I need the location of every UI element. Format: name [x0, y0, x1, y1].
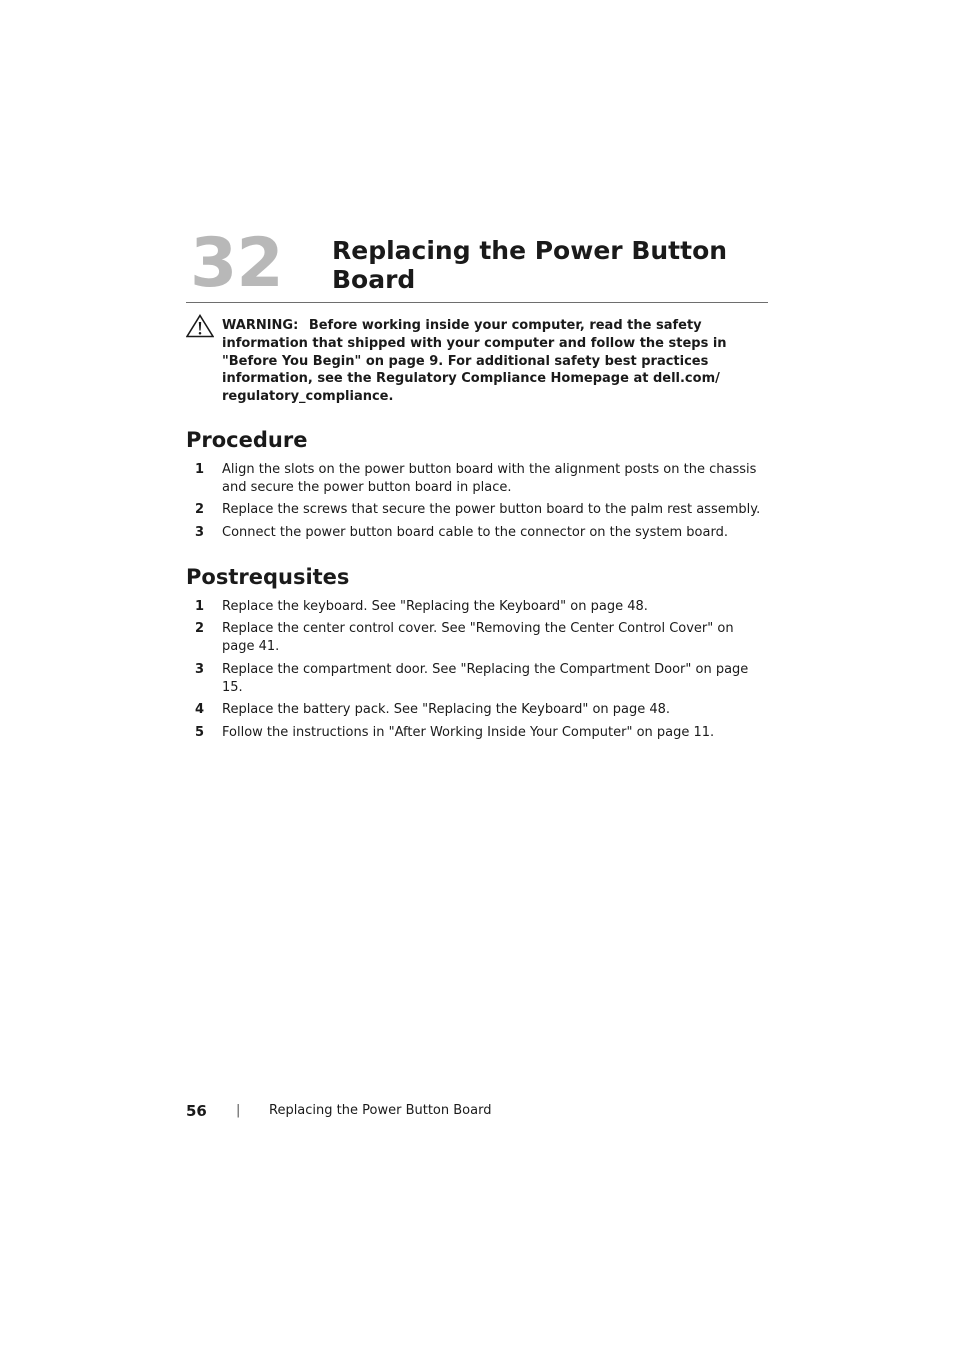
warning-label: WARNING: [222, 318, 299, 333]
list-item [186, 701, 766, 719]
step-text: Replace the battery pack. See "Replacing the Keyboard" on page 48. [222, 702, 671, 718]
chapter-title: Replacing the Power Button Board [332, 236, 728, 294]
step-number: 2 [195, 502, 205, 518]
step-text: Replace the compartment door. See "Replacing the Compartment Door" on page 15. [222, 661, 749, 695]
procedure-heading: Procedure [186, 428, 308, 452]
warning-text [222, 317, 766, 406]
footer-separator: | [236, 1103, 241, 1118]
list-item [186, 524, 766, 542]
step-text: Replace the screws that secure the power button board to the palm rest assembly. [222, 502, 761, 518]
step-text: Connect the power button board cable to the connector on the system board. [222, 524, 728, 540]
step-number: 2 [195, 621, 205, 637]
warning-triangle-icon [186, 314, 214, 338]
list-item [186, 501, 766, 519]
footer-chapter-title: Replacing the Power Button Board [269, 1103, 492, 1118]
step-text: Follow the instructions in "After Working Inside Your Computer" on page 11. [222, 724, 715, 740]
list-item [186, 661, 766, 697]
step-text: Replace the keyboard. See "Replacing the Keyboard" on page 48. [222, 599, 648, 614]
chapter-number: 32 [190, 224, 283, 303]
step-number: 3 [195, 524, 205, 540]
step-text: Align the slots on the power button board with the alignment posts on the chassis and secure the power button board in place. [222, 462, 757, 495]
list-item [186, 461, 766, 497]
chapter-header [186, 224, 768, 303]
list-item [186, 724, 766, 742]
step-number: 4 [195, 702, 205, 718]
postrequisites-steps [186, 598, 766, 746]
postrequisites-heading: Postrequsites [186, 565, 350, 589]
step-number: 1 [195, 462, 205, 477]
step-number: 3 [195, 661, 205, 677]
procedure-steps [186, 461, 766, 546]
warning-message: Before working inside your computer, read the safety information that shipped with your computer and follow the steps in "Before You Begin" on page 9. For additional safety best practices information, see the Regulatory Compliance Homepage at dell.com/ regulatory_compliance. [222, 318, 727, 405]
step-text: Replace the center control cover. See "Removing the Center Control Cover" on page 41. [222, 621, 734, 655]
list-item [186, 620, 766, 656]
step-number: 5 [195, 724, 205, 740]
list-item [186, 598, 766, 616]
page-number: 56 [186, 1102, 207, 1120]
step-number: 1 [195, 599, 205, 614]
